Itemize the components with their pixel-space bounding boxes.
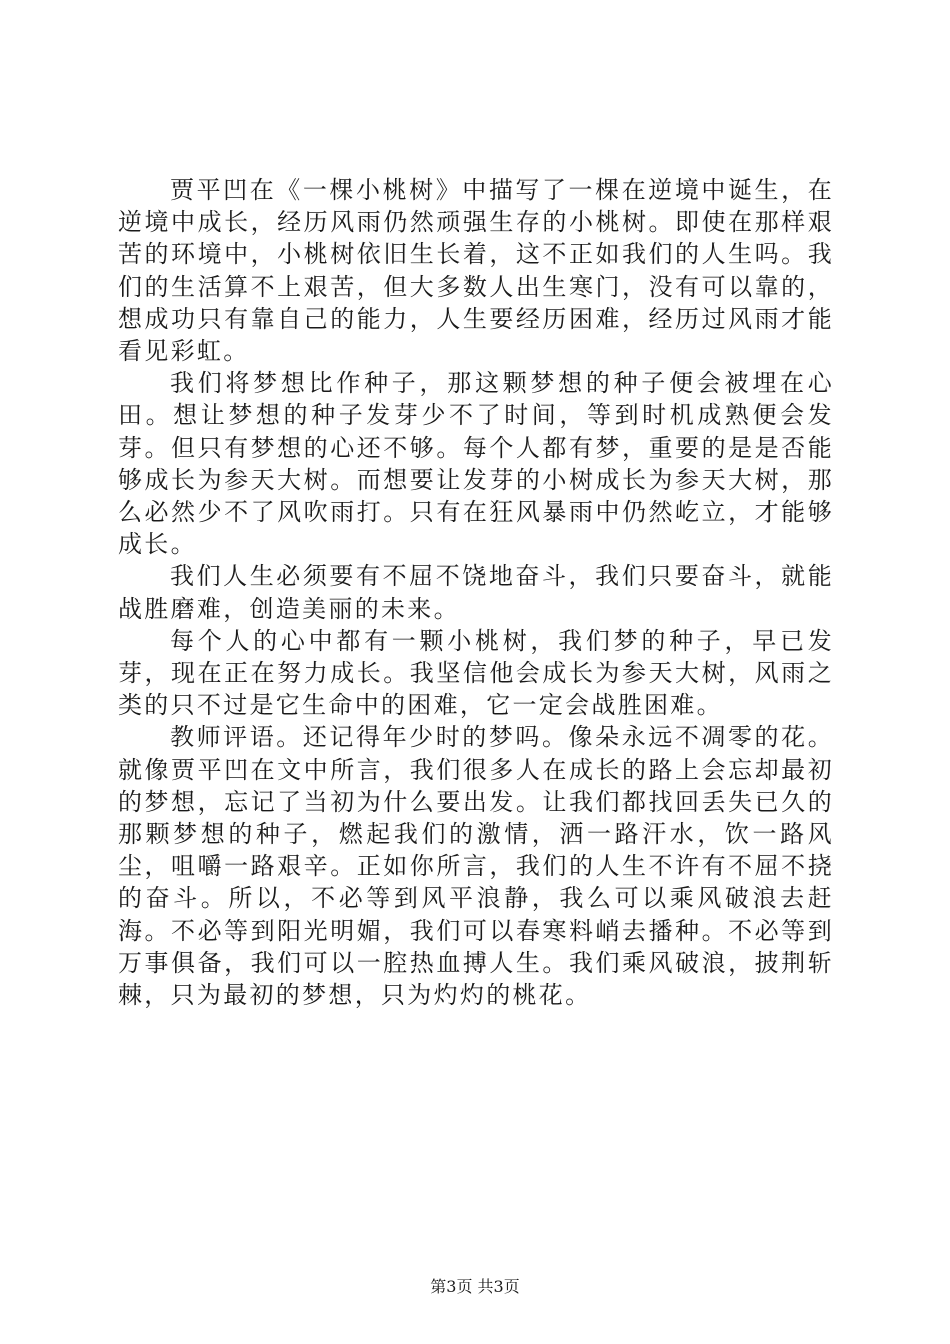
paragraph: 每个人的心中都有一颗小桃树，我们梦的种子，早已发芽，现在正在努力成长。我坚信他会成长为参天大树，风雨之类的只不过是它生命中的困难，它一定会战胜困难。 [118,626,834,720]
paragraph: 教师评语。还记得年少时的梦吗。像朵永远不凋零的花。就像贾平凹在文中所言，我们很多人在成长的路上会忘却最初的梦想，忘记了当初为什么要出发。让我们都找回丢失已久的那颗梦想的种子，燃起我们的激情，洒一路汗水，饮一路风尘，咀嚼一路艰辛。正如你所言，我们的人生不许有不屈不挠的奋斗。所以，不必等到风平浪静，我么可以乘风破浪去赶海。不必等到阳光明媚，我们可以春寒料峭去播种。不必等到万事俱备，我们可以一腔热血搏人生。我们乘风破浪，披荆斩棘，只为最初的梦想，只为灼灼的桃花。 [118,723,834,1010]
page-footer: 第3页 共3页 [430,1277,520,1296]
document-body [118,174,834,1011]
paragraph: 贾平凹在《一棵小桃树》中描写了一棵在逆境中诞生，在逆境中成长，经历风雨仍然顽强生存的小桃树。即使在那样艰苦的环境中，小桃树依旧生长着，这不正如我们的人生吗。我们的生活算不上艰苦，但大多数人出生寒门，没有可以靠的，想成功只有靠自己的能力，人生要经历困难，经历过风雨才能看见彩虹。 [118,176,834,366]
paragraph: 我们将梦想比作种子，那这颗梦想的种子便会被埋在心田。想让梦想的种子发芽少不了时间，等到时机成熟便会发芽。但只有梦想的心还不够。每个人都有梦，重要的是是否能够成长为参天大树。而想要让发芽的小树成长为参天大树，那么必然少不了风吹雨打。只有在狂风暴雨中仍然屹立，才能够成长。 [118,369,834,559]
paragraph: 我们人生必须要有不屈不饶地奋斗，我们只要奋斗，就能战胜磨难，创造美丽的未来。 [118,562,834,623]
